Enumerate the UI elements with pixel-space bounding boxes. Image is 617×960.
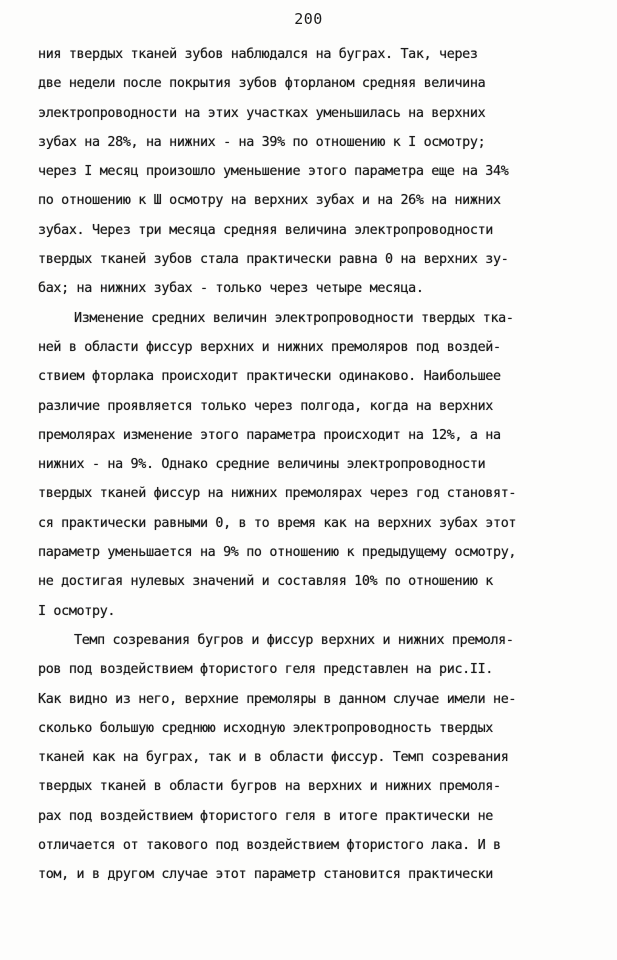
- page-number: 200: [294, 10, 323, 28]
- text-line: различие проявляется только через полгода, когда на верхних: [38, 398, 493, 414]
- text-line: не достигая нулевых значений и составляя 10% по отношению к: [38, 574, 493, 590]
- text-line: Темп созревания бугров и фиссур верхних и нижних премоля-: [74, 632, 514, 648]
- text-line: сколько большую среднюю исходную электропроводность твердых: [38, 720, 493, 736]
- text-line: ся практически равными 0, в то время как на верхних зубах этот: [38, 515, 517, 531]
- text-line: твердых тканей в области бугров на верхних и нижних премоля-: [38, 779, 501, 795]
- text-line: премолярах изменение этого параметра происходит на 12%, а на: [38, 427, 501, 443]
- text-line: твердых тканей фиссур на нижних премолярах через год становят-: [38, 486, 517, 502]
- text-line: электропроводности на этих участках уменьшилась на верхних: [38, 105, 486, 121]
- text-line: Изменение средних величин электропроводности твердых тка-: [74, 310, 514, 326]
- text-line: тканей как на буграх, так и в области фиссур. Темп созревания: [38, 750, 509, 766]
- text-line: бах; на нижних зубах - только через четыре месяца.: [38, 281, 424, 297]
- text-line: по отношению к Ш осмотру на верхних зубах и на 26% на нижних: [38, 193, 501, 209]
- text-line: параметр уменьшается на 9% по отношению к предыдущему осмотру,: [38, 545, 517, 561]
- text-line: ров под воздействием фтористого геля представлен на рис.II.: [38, 662, 493, 678]
- text-line: Как видно из него, верхние премоляры в данном случае имели не-: [38, 691, 517, 707]
- text-line: ствием фторлака происходит практически одинаково. Наибольшее: [38, 369, 501, 385]
- text-line: две недели после покрытия зубов фторланом средняя величина: [38, 76, 486, 92]
- text-line: через I месяц произошло уменьшение этого параметра еще на 34%: [38, 164, 509, 180]
- text-line: ния твердых тканей зубов наблюдался на буграх. Так, через: [38, 47, 478, 62]
- body-text: [38, 40, 586, 890]
- text-line: зубах. Через три месяца средняя величина электропроводности: [38, 222, 493, 238]
- text-line: зубах на 28%, на нижних - на 39% по отношению к I осмотру;: [38, 134, 486, 150]
- text-line: отличается от такового под воздействием фтористого лака. И в: [38, 838, 501, 854]
- text-line: том, и в другом случае этот параметр становится практически: [38, 867, 493, 883]
- text-line: ней в области фиссур верхних и нижних премоляров под воздей-: [38, 339, 501, 355]
- text-line: I осмотру.: [38, 603, 116, 619]
- text-line: твердых тканей зубов стала практически равна 0 на верхних зу-: [38, 252, 509, 268]
- text-line: рах под воздействием фтористого геля в итоге практически не: [38, 808, 493, 824]
- text-line: нижних - на 9%. Однако средние величины электропроводности: [38, 457, 486, 473]
